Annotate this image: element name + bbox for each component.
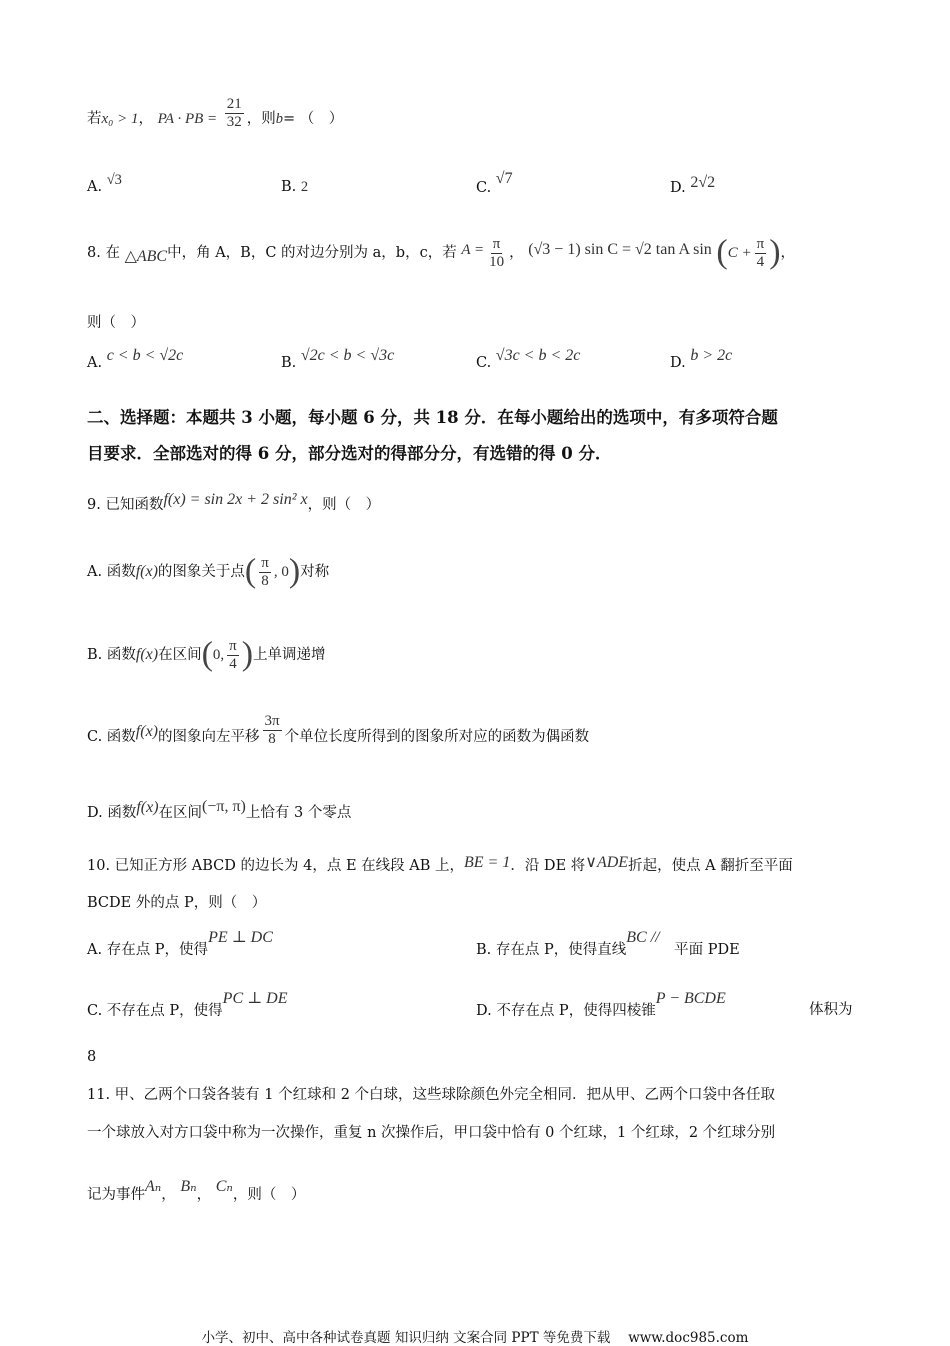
q7-option-b[interactable]: B. 2 bbox=[281, 179, 309, 195]
q8-ask: 则（ ） bbox=[87, 315, 145, 331]
q11-stem-line2: 一个球放入对方口袋中称为一次操作，重复 n 次操作后，甲口袋中恰有 0 个红球，1 个红球，2 个红球分别 bbox=[87, 1125, 776, 1141]
q10-option-c[interactable]: C. 不存在点 P，使得PC ⊥ DE bbox=[87, 990, 288, 1019]
q8-option-a[interactable]: A. c < b < √2c bbox=[87, 347, 184, 371]
q7-option-a[interactable]: A. √3 bbox=[87, 172, 122, 195]
section2-heading-line2: 目要求．全部选对的得 6 分，部分选对的得部分分，有选错的得 0 分． bbox=[87, 444, 612, 463]
q11-stem-line1: 11. 甲、乙两个口袋各装有 1 个红球和 2 个白球，这些球除颜色外完全相同．把从甲、乙两个口袋中各任取 bbox=[87, 1087, 776, 1103]
q8-option-c[interactable]: C. √3c < b < 2c bbox=[476, 347, 581, 371]
q9-option-c[interactable]: C. 函数f(x)的图象向左平移 $\frac{3\pi}{8}$ 个单位长度所得到的图象所对应的函数为偶函数 bbox=[87, 713, 590, 747]
q9-function: f(x) = sin 2x + 2 sin² x bbox=[163, 491, 308, 508]
q8-option-b[interactable]: B. √2c < b < √3c bbox=[281, 347, 395, 371]
q7-option-d[interactable]: D. 2√2 bbox=[670, 174, 716, 196]
q10-option-b[interactable]: B. 存在点 P，使得直线BC // 平面 PDE bbox=[476, 929, 740, 958]
q10-stem-line1: 10. 已知正方形 ABCD 的边长为 4，点 E 在线段 AB 上，BE = 1．沿 DE 将∨ADE折起，使点 A 翻折至平面 bbox=[87, 854, 793, 874]
q7-x0-condition: x₀ > 1 bbox=[101, 111, 139, 127]
q8-pi-over-10: $\frac{\pi}{10}$ bbox=[489, 236, 505, 270]
q9-option-a[interactable]: A. 函数f(x)的图象关于点( $\frac{\pi}{8}$ , 0)对称 bbox=[87, 552, 330, 590]
q7-option-c[interactable]: C. √7 bbox=[476, 170, 513, 196]
q7-fraction: $\frac{21}{32}$ bbox=[226, 96, 242, 130]
q10-stem-line2: BCDE 外的点 P，则（ ） bbox=[87, 895, 267, 911]
q11-stem-line3: 记为事件Aₙ， Bₙ， Cₙ，则（ ） bbox=[87, 1178, 306, 1203]
q10-option-a[interactable]: A. 存在点 P，使得PE ⊥ DC bbox=[87, 929, 273, 958]
q7-dot-product: PA · PB = bbox=[157, 111, 218, 127]
q9-option-b[interactable]: B. 函数f(x)在区间(0, $\frac{\pi}{4}$ )上单调递增 bbox=[87, 635, 326, 673]
q8-option-d[interactable]: D. b > 2c bbox=[670, 347, 733, 371]
q8-stem: 8. 在 △ABC中，角 A，B，C 的对边分别为 a，b，c，若 A = $\frac{\pi}{10}$ ， (√3 − 1) sin C = √2 tan A sin (C + $\frac{\pi}{4}$ )， bbox=[87, 233, 796, 271]
q10-option-d[interactable]: D. 不存在点 P，使得四棱锥P − BCDE bbox=[476, 990, 726, 1019]
footer-watermark-text: 小学、初中、高中各种试卷真题 知识归纳 文案合同 PPT 等免费下载 www.doc985.com bbox=[201, 1330, 749, 1346]
q7-condition-line: 若x₀ > 1， PA · PB = $\frac{21}{32}$ ，则b= （ ） bbox=[87, 96, 344, 130]
q9-stem: 9. 已知函数f(x) = sin 2x + 2 sin² x，则（ ） bbox=[87, 491, 381, 513]
q10-option-d-tail: 体积为 bbox=[809, 1002, 853, 1018]
section2-heading-line1: 二、选择题：本题共 3 小题，每小题 6 分，共 18 分．在每小题给出的选项中，有多项符合题 bbox=[87, 408, 778, 427]
q8-triangle: △ABC bbox=[124, 248, 168, 265]
q8-equation: (√3 − 1) sin C = √2 tan A sin bbox=[528, 241, 712, 258]
q10-option-d-value: 8 bbox=[87, 1049, 97, 1065]
q9-option-d[interactable]: D. 函数f(x)在区间(−π, π)上恰有 3 个零点 bbox=[87, 798, 352, 821]
